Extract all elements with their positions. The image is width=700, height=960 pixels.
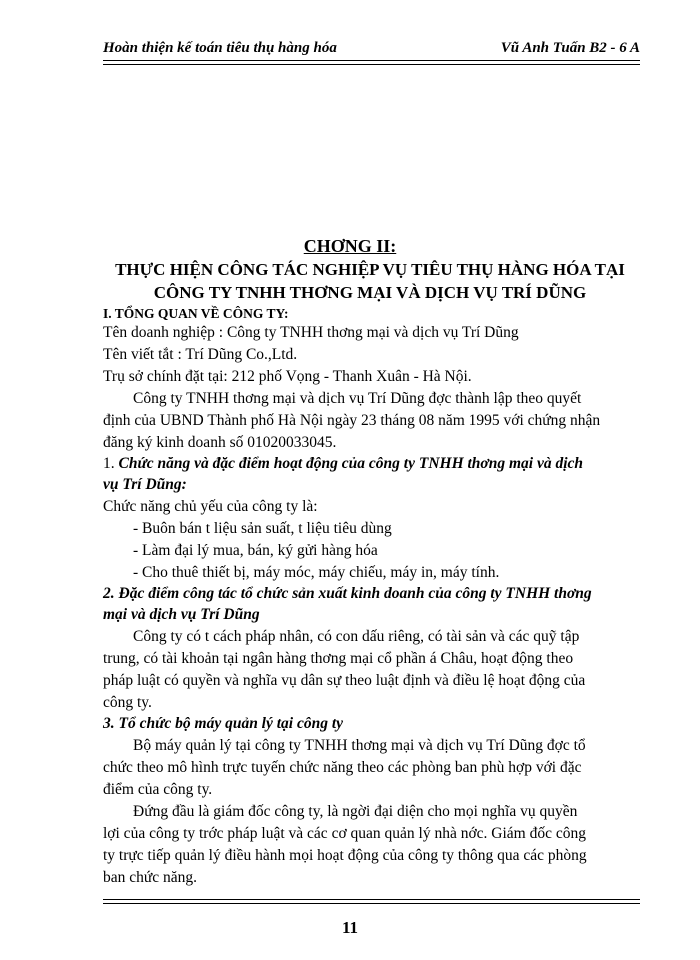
function-item: - Cho thuê thiết bị, máy móc, máy chiếu, máy in, máy tính. [133,564,500,581]
heading-business-organization-line-2: mại và dịch vụ Trí Dũng [103,606,260,623]
paragraph-line: Bộ máy quản lý tại công ty TNHH thơng mại và dịch vụ Trí Dũng đợc tổ [133,737,586,754]
paragraph-line: đăng ký kinh doanh số 01020033045. [103,434,337,451]
chapter-title-line-1: THỰC HIỆN CÔNG TÁC NGHIỆP VỤ TIÊU THỤ HÀNG HÓA TẠI [115,260,625,279]
paragraph-line: Đứng đầu là giám đốc công ty, là ngời đại diện cho mọi nghĩa vụ quyền [133,803,578,820]
running-header-author: Vũ Anh Tuấn B2 - 6 A [500,40,640,56]
heading-management-structure: 3. Tổ chức bộ máy quản lý tại công ty [103,715,344,732]
info-company-name: Tên doanh nghiệp : Công ty TNHH thơng mại và dịch vụ Trí Dũng [103,324,519,341]
footer-rule [103,899,640,904]
chapter-heading: CHƠNG II: [303,236,397,256]
functions-intro: Chức năng chủ yếu của công ty là: [103,498,318,515]
function-item: - Buôn bán t liệu sản suất, t liệu tiêu dùng [133,520,392,537]
section-heading-overview: I. TỔNG QUAN VỀ CÔNG TY: [103,306,289,321]
paragraph-line: ban chức năng. [103,869,198,886]
header-rule [103,60,640,65]
paragraph-line: chức theo mô hình trực tuyến chức năng theo các phòng ban phù hợp với đặc [103,759,582,776]
page-number: 11 [341,918,359,937]
paragraph-line: Công ty có t cách pháp nhân, có con dấu riêng, có tài sản và các quỹ tập [133,628,580,645]
running-header-title: Hoàn thiện kế toán tiêu thụ hàng hóa [103,40,337,56]
paragraph-line: định của UBND Thành phố Hà Nội ngày 23 tháng 08 năm 1995 với chứng nhận [103,412,601,429]
info-headquarters: Trụ sở chính đặt tại: 212 phố Vọng - Thanh Xuân - Hà Nội. [103,368,472,385]
function-item: - Làm đại lý mua, bán, ký gửi hàng hóa [133,542,378,559]
heading-functions-line-2: vụ Trí Dũng: [103,476,187,493]
heading-functions-number: 1. [103,455,119,472]
paragraph-line: lợi của công ty trớc pháp luật và các cơ quan quản lý nhà nớc. Giám đốc công [103,825,586,842]
paragraph-line: công ty. [103,694,152,711]
paragraph-line: ty trực tiếp quản lý điều hành mọi hoạt động của công ty thông qua các phòng [103,847,587,864]
chapter-title-line-2: CÔNG TY TNHH THƠNG MẠI VÀ DỊCH VỤ TRÍ DŨNG [153,283,587,302]
heading-functions-text: Chức năng và đặc điểm hoạt động của công ty TNHH thơng mại và dịch [118,455,584,472]
info-short-name: Tên viết tắt : Trí Dũng Co.,Ltd. [103,346,298,363]
heading-business-organization: 2. Đặc điểm công tác tổ chức sản xuất kinh doanh của công ty TNHH thơng [103,585,592,602]
heading-functions [103,455,583,473]
paragraph-line: điểm của công ty. [103,781,213,798]
paragraph-line: trung, có tài khoản tại ngân hàng thơng mại cổ phần á Châu, hoạt động theo [103,650,574,667]
paragraph-line: Công ty TNHH thơng mại và dịch vụ Trí Dũng đợc thành lập theo quyết [133,390,582,407]
paragraph-line: pháp luật có quyền và nghĩa vụ dân sự theo luật định và điều lệ hoạt động của [103,672,586,689]
